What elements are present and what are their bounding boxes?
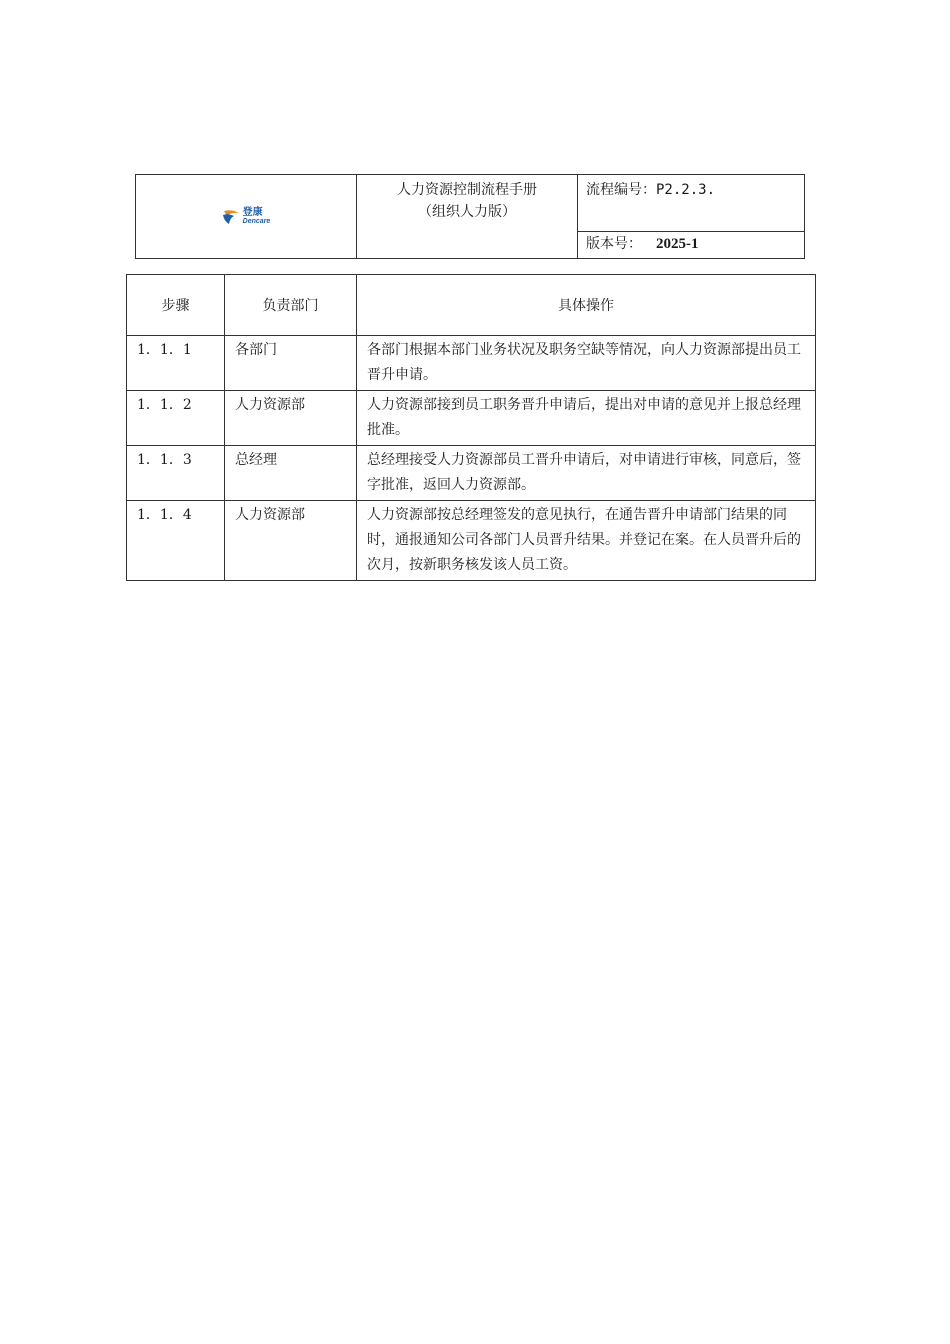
- logo-english-text: Dencare: [242, 218, 271, 225]
- logo-chinese-text: 登康: [242, 207, 263, 218]
- process-code-label: 流程编号：: [586, 182, 656, 198]
- version-cell: [578, 232, 805, 259]
- header-step: 步骤: [127, 275, 225, 336]
- logo-cell: [136, 175, 357, 259]
- action-text: 人力资源部接到员工职务晋升申请后，提出对申请的意见并上报总经理批准。: [357, 391, 816, 446]
- document-header: [135, 174, 805, 259]
- table-row: [127, 391, 816, 446]
- step-number: 1．1．3: [127, 446, 225, 501]
- table-row: [127, 446, 816, 501]
- manual-title: 人力资源控制流程手册: [397, 182, 537, 198]
- header-department: 负责部门: [225, 275, 357, 336]
- steps-table: [126, 274, 816, 581]
- action-text: 各部门根据本部门业务状况及职务空缺等情况，向人力资源部提出员工晋升申请。: [357, 336, 816, 391]
- action-text: 总经理接受人力资源部员工晋升申请后，对申请进行审核，同意后，签字批准，返回人力资源部。: [357, 446, 816, 501]
- table-header-row: [127, 275, 816, 336]
- action-text: 人力资源部按总经理签发的意见执行，在通告晋升申请部门结果的同时，通报通知公司各部门人员晋升结果。并登记在案。在人员晋升后的次月，按新职务核发该人员工资。: [357, 501, 816, 581]
- version-value: 2025-1: [656, 236, 699, 252]
- step-number: 1．1．2: [127, 391, 225, 446]
- company-logo: [222, 208, 271, 226]
- dencare-logo-icon: [222, 209, 240, 225]
- department: 总经理: [225, 446, 357, 501]
- title-cell: [357, 175, 578, 259]
- department: 各部门: [225, 336, 357, 391]
- step-number: 1．1．1: [127, 336, 225, 391]
- table-row: [127, 501, 816, 581]
- process-code-cell: [578, 175, 805, 232]
- step-number: 1．1．4: [127, 501, 225, 581]
- version-label: 版本号：: [586, 236, 642, 252]
- table-row: [127, 336, 816, 391]
- department: 人力资源部: [225, 391, 357, 446]
- manual-subtitle: （组织人力版）: [418, 204, 516, 220]
- department: 人力资源部: [225, 501, 357, 581]
- header-action: 具体操作: [357, 275, 816, 336]
- process-code-value: P2.2.3.: [656, 182, 716, 198]
